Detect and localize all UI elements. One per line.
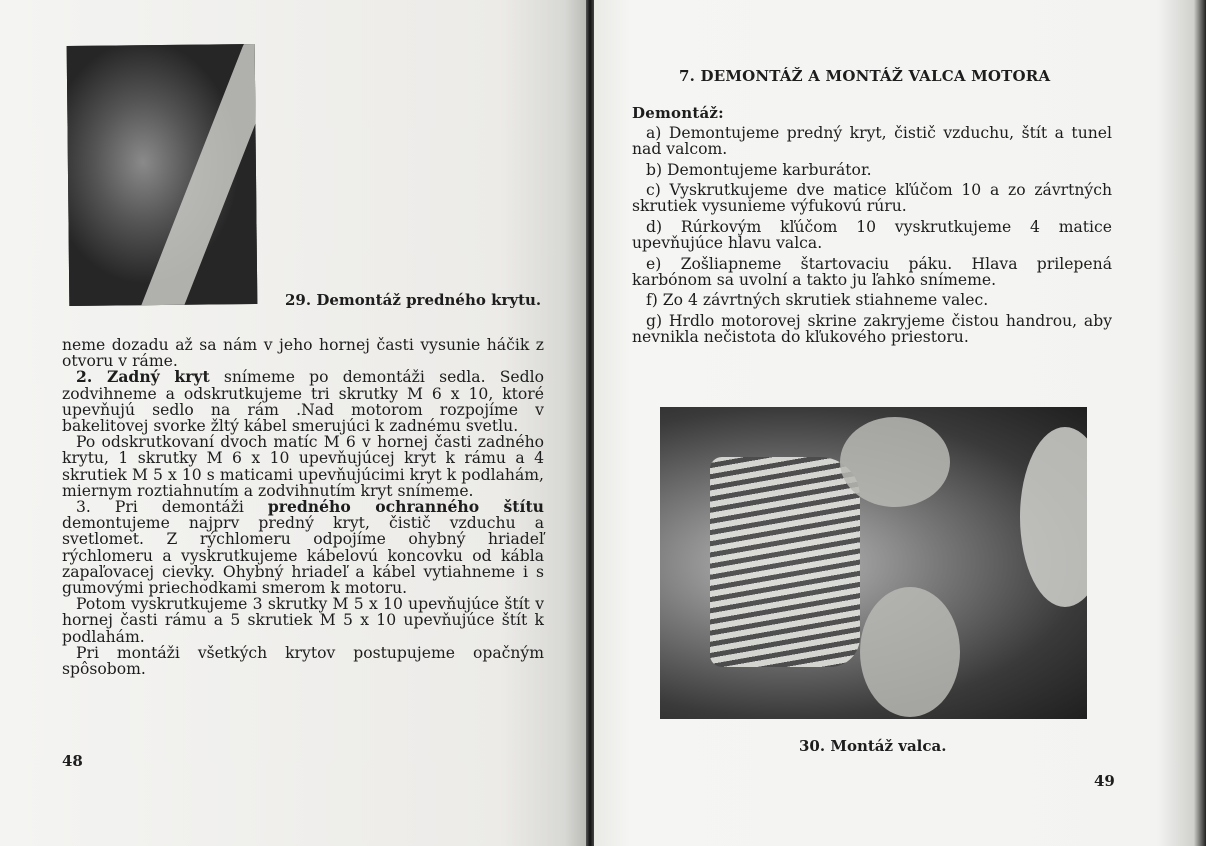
list-item: a) Demontujeme predný kryt, čistič vzduchu, štít a tunel nad valcom. <box>632 124 1112 159</box>
figure-29-caption <box>285 291 541 309</box>
paragraph: Po odskrutkovaní dvoch matíc M 6 v hornej časti zadného krytu, 1 skrutky M 6 x 10 upevňujúcej kryt k rámu a 4 skrutiek M 5 x 10 s maticami upevňujúcimi kryt k podlahám, miernym roztiahnutím a zodvihnutím kryt snímeme. <box>62 433 544 500</box>
list-item: c) Vyskrutkujeme dve matice kľúčom 10 a zo závrtných skrutiek vysunieme výfukovú rúru. <box>632 181 1112 216</box>
list-item: f) Zo 4 závrtných skrutiek stiahneme valec. <box>646 291 989 310</box>
paragraph: Potom vyskrutkujeme 3 skrutky M 5 x 10 upevňujúce štít v hornej časti rámu a 5 skrutiek M 5 x 10 upevňujúce štít k podlahám. <box>62 595 544 646</box>
hand-image <box>840 417 950 507</box>
figure-number: 29. <box>285 291 312 309</box>
left-body-text <box>62 337 544 677</box>
crankcase-image <box>1020 427 1087 607</box>
figure-caption-text: Demontáž predného krytu. <box>316 291 542 309</box>
hand-image <box>860 587 960 717</box>
list-item: b) Demontujeme karburátor. <box>646 160 872 179</box>
list-item: d) Rúrkovým kľúčom 10 vyskrutkujeme 4 matice upevňujúce hlavu valca. <box>632 217 1112 253</box>
subheading: Demontáž: <box>632 104 724 122</box>
paragraph: Pri montáži všetkých krytov postupujeme opačným spôsobom. <box>62 643 544 679</box>
figure-30-photo <box>660 407 1087 719</box>
left-page <box>0 0 588 846</box>
list-item: e) Zošliapneme štartovaciu páku. Hlava prilepená karbónom sa uvolní a takto ju ľahko snímeme. <box>632 254 1112 289</box>
list-item: g) Hrdlo motorovej skrine zakryjeme čistou handrou, aby nevnikla nečistota do kľukového priestoru. <box>632 311 1112 347</box>
right-body-text <box>632 125 1112 350</box>
front-cover-edge-image <box>129 44 257 306</box>
book-spine-gutter <box>586 0 594 846</box>
figure-29-photo <box>67 44 258 306</box>
figure-caption-text: Montáž valca. <box>830 737 947 755</box>
cylinder-fins-image <box>710 457 860 667</box>
paragraph: neme dozadu až sa nám v jeho hornej časti vysunie háčik z otvoru v ráme. <box>62 336 544 371</box>
right-page <box>594 0 1206 846</box>
paragraph: 2. Zadný kryt snímeme po demontáži sedla. Sedlo zodvihneme a odskrutkujeme tri skrutky M 6 x 10, ktoré upevňujú sedlo na rám .Nad motorom rozpojíme v bakelitovej svorke žltý kábel smerujúci k zadnému svetlu. <box>62 367 544 436</box>
page-number-left: 48 <box>62 752 83 770</box>
page-number-right: 49 <box>1094 772 1115 790</box>
section-heading: 7. DEMONTÁŽ A MONTÁŽ VALCA MOTORA <box>679 67 1051 85</box>
figure-30-caption <box>799 737 946 755</box>
paragraph: 3. Pri demontáži predného ochranného štítu demontujeme najprv predný kryt, čistič vzduchu a svetlomet. Z rýchlomeru odpojíme ohybný hriadeľ rýchlomeru a vyskrutkujeme kábelovú koncovku od kábla zapaľovacej cievky. Ohybný hriadeľ a kábel vytiahneme i s gumovými priechodkami smerom k motoru. <box>62 497 544 598</box>
figure-number: 30. <box>799 737 826 755</box>
